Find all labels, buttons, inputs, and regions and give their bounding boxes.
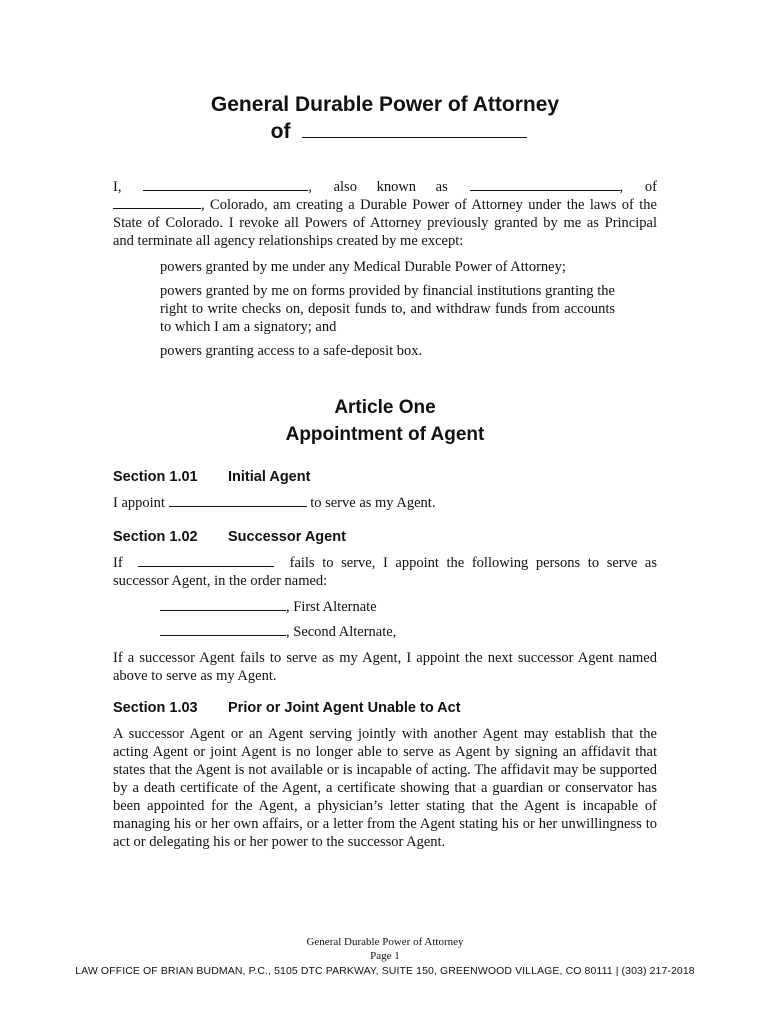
intro-aka-group <box>470 178 624 196</box>
initial-agent-field[interactable] <box>169 505 307 507</box>
document-title-of <box>0 120 770 144</box>
footer-page-number: Page 1 <box>370 950 400 962</box>
footer-law-office: LAW OFFICE OF BRIAN BUDMAN, P.C., 5105 DTC PARKWAY, SUITE 150, GREENWOOD VILLAGE, CO 80111 | (303) 217-2018 <box>75 965 695 977</box>
principal-name-blank[interactable] <box>302 136 527 138</box>
section-1-01-text <box>113 494 435 512</box>
intro-line-1 <box>113 178 657 196</box>
appoint-text: I appoint <box>113 495 169 511</box>
section-1-03-body: A successor Agent or an Agent serving jointly with another Agent may establish that the acting Agent or joint Agent is no longer able to serve as Agent by signing an affidavit that states that the Agent is not available or is incapable of acting. The affidavit may be supported by a death certificate of the Agent, a certificate showing that a guardian or conservator has been appointed for the Agent, a physician’s letter stating that the Agent is incapable of managing his or her own affairs, or a letter from the Agent stating his or her unwillingness to act or delegating his or her power to the successor Agent. <box>113 726 657 850</box>
section-1-02-line-2: successor Agent, in the order named: <box>113 573 328 589</box>
intro-line-3: State of Colorado. I revoke all Powers of Attorney previously granted by me as Principal <box>113 215 657 231</box>
section-title: Successor Agent <box>228 529 346 545</box>
section-number: Section 1.02 <box>113 529 198 545</box>
intro-line-2 <box>113 196 657 214</box>
second-alternate-field[interactable] <box>160 634 286 636</box>
aka-name-field[interactable] <box>470 189 620 191</box>
section-1-02-line-1 <box>113 554 657 572</box>
section-1-02-heading <box>113 529 346 545</box>
document-title: General Durable Power of Attorney <box>210 93 560 116</box>
first-alternate-label: , First Alternate <box>286 599 377 615</box>
article-title: Article One <box>334 397 436 418</box>
section-1-01-heading <box>113 469 310 485</box>
second-alternate-label: , Second Alternate, <box>286 624 397 640</box>
exception-item-3: powers granting access to a safe-deposit box. <box>160 343 423 359</box>
section-1-03-heading <box>113 700 461 716</box>
principal-name-field[interactable] <box>143 189 308 191</box>
county-field[interactable] <box>113 207 201 209</box>
footer-doc-title: General Durable Power of Attorney <box>306 936 464 948</box>
if-text: If <box>113 555 123 571</box>
serve-agent-text: to serve as my Agent. <box>306 495 436 511</box>
intro-line-4: and terminate all agency relationships created by me except: <box>113 233 464 249</box>
intro-of: of <box>644 179 657 195</box>
fails-to-serve-text: fails to serve, I appoint the following persons to serve as <box>289 555 657 571</box>
section-title: Initial Agent <box>228 469 311 485</box>
intro-comma-1: , <box>308 179 312 195</box>
article-subtitle: Appointment of Agent <box>285 424 485 445</box>
first-alternate-line <box>160 598 377 616</box>
first-alternate-field[interactable] <box>160 609 286 611</box>
exception-item-1: powers granted by me under any Medical Durable Power of Attorney; <box>160 259 566 275</box>
title-of-text: of <box>270 120 291 143</box>
intro-line-2-text: , Colorado, am creating a Durable Power of Attorney under the laws of the <box>201 197 657 213</box>
intro-aka: also known as <box>333 179 448 195</box>
section-title: Prior or Joint Agent Unable to Act <box>228 700 461 716</box>
intro-i: I, <box>113 179 122 195</box>
successor-closing-paragraph: If a successor Agent fails to serve as my Agent, I appoint the next successor Agent named above to serve as my Agent. <box>113 650 657 684</box>
intro-name-group <box>143 178 312 196</box>
section-number: Section 1.01 <box>113 469 198 485</box>
intro-comma-2: , <box>619 179 624 195</box>
section-number: Section 1.03 <box>113 700 198 716</box>
exception-item-2: powers granted by me on forms provided by financial institutions granting the right to write checks on, deposit funds to, and withdraw funds from accounts to which I am a signatory; and <box>160 283 615 335</box>
second-alternate-line <box>160 623 396 641</box>
successor-trigger-agent-field[interactable] <box>138 565 274 567</box>
